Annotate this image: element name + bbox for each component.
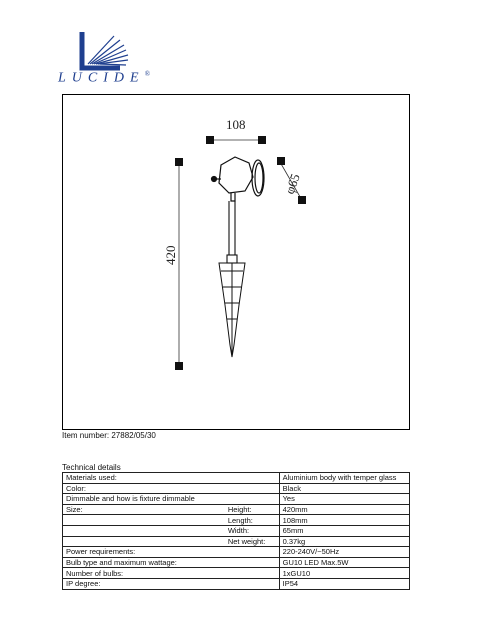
lamp-stem bbox=[227, 201, 237, 263]
dim-marker bbox=[206, 136, 214, 144]
item-number: Item number: 27882/05/30 bbox=[62, 431, 156, 440]
row-sublabel bbox=[198, 494, 279, 505]
dim-marker bbox=[258, 136, 266, 144]
row-sublabel: Length: bbox=[198, 515, 279, 526]
row-value: Aluminium body with temper glass bbox=[279, 473, 409, 484]
product-drawing bbox=[63, 95, 409, 429]
table-row bbox=[63, 504, 410, 515]
row-value: 0.37kg bbox=[279, 536, 409, 547]
table-row bbox=[63, 568, 410, 579]
technical-drawing bbox=[62, 94, 410, 430]
table-row bbox=[63, 494, 410, 505]
table-row bbox=[63, 483, 410, 494]
table-row bbox=[63, 525, 410, 536]
dim-marker bbox=[298, 196, 306, 204]
row-label bbox=[63, 515, 198, 526]
row-value: 420mm bbox=[279, 504, 409, 515]
row-label: Bulb type and maximum wattage: bbox=[63, 557, 198, 568]
lamp-head bbox=[212, 157, 265, 201]
row-label: Materials used: bbox=[63, 473, 198, 484]
row-value: 220-240V/~50Hz bbox=[279, 547, 409, 558]
row-sublabel: Width: bbox=[198, 525, 279, 536]
dim-marker bbox=[175, 362, 183, 370]
row-value: Black bbox=[279, 483, 409, 494]
table-row bbox=[63, 473, 410, 484]
row-sublabel bbox=[198, 547, 279, 558]
dim-marker bbox=[277, 157, 285, 165]
row-label bbox=[63, 525, 198, 536]
dim-marker bbox=[175, 158, 183, 166]
table-row bbox=[63, 578, 410, 589]
row-label: Number of bulbs: bbox=[63, 568, 198, 579]
ground-spike bbox=[219, 263, 245, 357]
row-value: 108mm bbox=[279, 515, 409, 526]
table-row bbox=[63, 515, 410, 526]
row-value: 65mm bbox=[279, 525, 409, 536]
row-label: Dimmable and how is fixture dimmable bbox=[63, 494, 198, 505]
row-sublabel: Net weight: bbox=[198, 536, 279, 547]
technical-details-table bbox=[62, 472, 410, 590]
row-label: Size: bbox=[63, 504, 198, 515]
row-label: Color: bbox=[63, 483, 198, 494]
dim-height-label: 420 bbox=[163, 245, 178, 265]
row-sublabel bbox=[198, 557, 279, 568]
row-sublabel bbox=[198, 473, 279, 484]
row-label bbox=[63, 536, 198, 547]
row-value: IP54 bbox=[279, 578, 409, 589]
dim-width-label: 108 bbox=[226, 117, 246, 132]
dim-diameter-label: φ65 bbox=[281, 171, 303, 197]
table-row bbox=[63, 536, 410, 547]
row-sublabel: Height: bbox=[198, 504, 279, 515]
brand-wordmark: LUCIDE® bbox=[58, 70, 150, 86]
table-row bbox=[63, 547, 410, 558]
row-sublabel bbox=[198, 578, 279, 589]
row-label: IP degree: bbox=[63, 578, 198, 589]
technical-details-title: Technical details bbox=[62, 463, 121, 472]
row-label: Power requirements: bbox=[63, 547, 198, 558]
row-sublabel bbox=[198, 568, 279, 579]
row-value: Yes bbox=[279, 494, 409, 505]
table-row bbox=[63, 557, 410, 568]
row-sublabel bbox=[198, 483, 279, 494]
row-value: 1xGU10 bbox=[279, 568, 409, 579]
row-value: GU10 LED Max.5W bbox=[279, 557, 409, 568]
